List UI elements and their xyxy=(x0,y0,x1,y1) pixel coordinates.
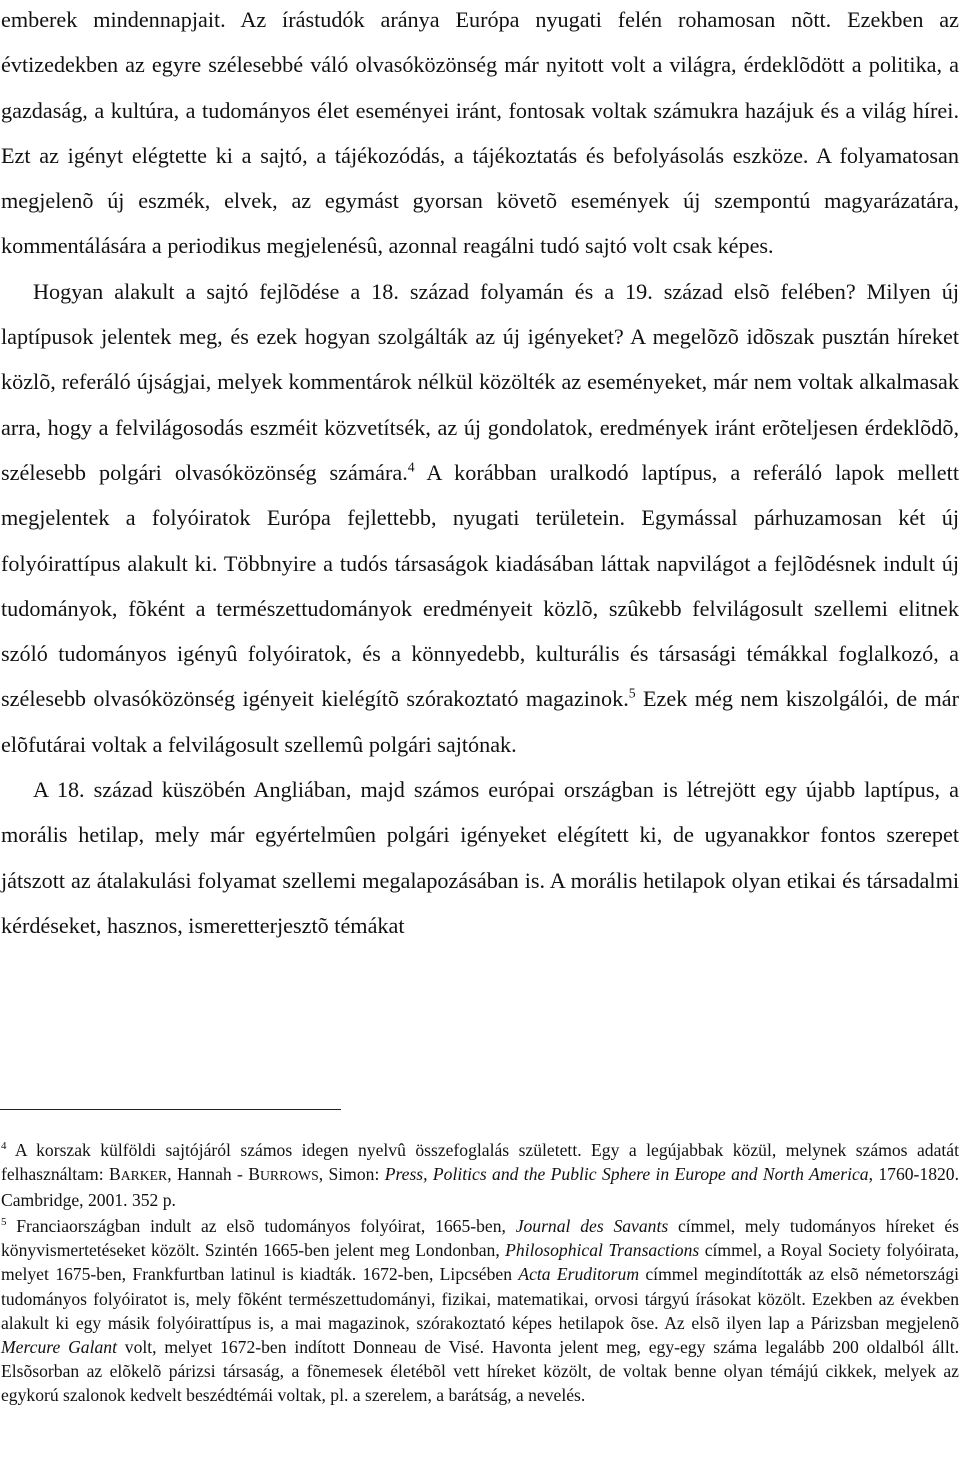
footnote-marker-5: 5 xyxy=(1,1216,7,1229)
text-segment: volt, melyet 1672-ben indított Donneau de Visé. Havonta jelent meg, egy-egy száma legalább 200 oldalból állt. Elsõsorban az elõkelõ párizsi társaság, a fõnemesek életébõl vett híreket közölt, de voltak benne olyan témájú cikkek, melyek az egykorú szalonok kedvelt beszédtémái voltak, pl. a szerelem, a barátság, a nevelés. xyxy=(1,1337,959,1406)
journal-title: Mercure Galant xyxy=(1,1337,117,1358)
book-title: Press, Politics and the Public Sphere in Europe and North America xyxy=(384,1164,869,1185)
footnote-separator xyxy=(0,1109,341,1110)
text-segment: , 1760-1820. Cambridge, 2001. 352 p. xyxy=(1,1164,959,1211)
paragraph-2 xyxy=(1,269,959,767)
author-smallcaps: ARKER xyxy=(120,1168,168,1184)
text-segment: Hogyan alakult a sajtó fejlõdése a 18. század folyamán és a 19. század elsõ felében? Milyen új laptípusok jelentek meg, és ezek hogyan szolgálták az új igényeket? A megelõzõ idõszak pusztán híreket közlõ, referáló újságjai, melyek kommentárok nélkül közölték az eseményeket, már nem voltak alkalmasak arra, hogy a felvilágosodás eszméit közvetítsék, az új gondolatok, eredmények iránt erõteljesen érdeklõdõ, szélesebb polgári olvasóközönség számára. xyxy=(1,278,959,485)
journal-title: Journal des Savants xyxy=(515,1216,669,1236)
text-segment: , Hannah - B xyxy=(167,1164,261,1185)
paragraph-1 xyxy=(1,0,959,269)
footnote-ref-5[interactable]: 5 xyxy=(628,686,636,702)
text-segment: A korszak külföldi sajtójáról számos idegen nyelvû összefoglalás született. Egy a legújabbak közül, melynek számos adatát felhasználtam: B xyxy=(1,1140,959,1185)
text-segment: címmel megindították az elsõ németországi tudományos folyóiratot is, mely fõként természettudományi, fizikai, matematikai, orvosi tárgyú írásokat közölt. Ezekben az években alakult ki egy másik folyóirattípus is, a mai magazinok, szórakoztató képes hetilapok õse. Az elsõ ilyen lap a Párizsban megjelenõ xyxy=(1,1264,959,1333)
footnote-ref-4[interactable]: 4 xyxy=(407,459,415,475)
footnote-marker-4: 4 xyxy=(1,1140,7,1153)
text-segment: Ezek még nem kiszolgálói, de már elõfutárai voltak a felvilágosult szellemû polgári sajtónak. xyxy=(1,686,959,757)
text-segment: Franciaországban indult az elsõ tudományos folyóirat, 1665-ben, xyxy=(6,1216,516,1236)
footnote-5 xyxy=(1,1214,959,1408)
text-segment: címmel, mely tudományos híreket és könyvismertetéseket közölt. Szintén 1665-ben jelent meg Londonban, xyxy=(1,1216,959,1261)
footnote-4 xyxy=(1,1138,959,1210)
footnotes xyxy=(1,1138,959,1408)
text-segment: A 18. század küszöbén Angliában, majd számos európai országban is létrejött egy újabb laptípus, a morális hetilap, mely már egyértelmûen polgári igényeket elégített ki, de ugyanakkor fontos szerepet játszott az átalakulási folyamat szellemi megalapozásában is. A morális hetilapok olyan etikai és társadalmi kérdéseket, hasznos, ismeretterjesztõ témákat xyxy=(1,777,959,938)
main-text xyxy=(1,0,959,948)
text-segment: címmel, a Royal Society folyóirata, melyet 1675-ben, Frankfurtban latinul is kiadták. 1672-ben, Lipcsében xyxy=(1,1240,959,1285)
text-segment: A korábban uralkodó laptípus, a referáló lapok mellett megjelentek a folyóiratok Európa fejlettebb, nyugati területein. Egymással párhuzamosan két új folyóirattípus alakult ki. Többnyire a tudós társaságok kiadásában láttak napvilágot a fejlõdésnek indult új tudományok, fõként a természettudományok eredményeit közlõ, szûkebb felvilágosult szellemi elitnek szóló tudományos igényû folyóiratok, és a könnyedebb, kulturális és társasági témákkal foglalkozó, a szélesebb olvasóközönség igényeit kielégítõ szórakoztató magazinok. xyxy=(1,459,959,712)
journal-title: Acta Eruditorum xyxy=(518,1264,640,1285)
author-smallcaps: URROWS xyxy=(260,1168,319,1184)
text-segment: emberek mindennapjait. Az írástudók aránya Európa nyugati felén rohamosan nõtt. Ezekben az évtizedekben az egyre szélesebbé váló olvasóközönség már nyitott volt a világra, érdeklõdött a politika, a gazdaság, a kultúra, a tudományos élet eseményei iránt, fontosak voltak számukra hazájuk és a világ hírei. Ezt az igényt elégtette ki a sajtó, a tájékozódás, a tájékoztatás és befolyásolás eszköze. A folyamatosan megjelenõ új eszmék, elvek, az egymást gyorsan követõ események új szempontú magyarázatára, kommentálására a periodikus megjelenésû, azonnal reagálni tudó sajtó volt csak képes. xyxy=(1,7,959,259)
journal-title: Philosophical Transactions xyxy=(505,1240,700,1261)
text-segment: , Simon: xyxy=(318,1164,385,1185)
paragraph-3 xyxy=(1,767,959,948)
